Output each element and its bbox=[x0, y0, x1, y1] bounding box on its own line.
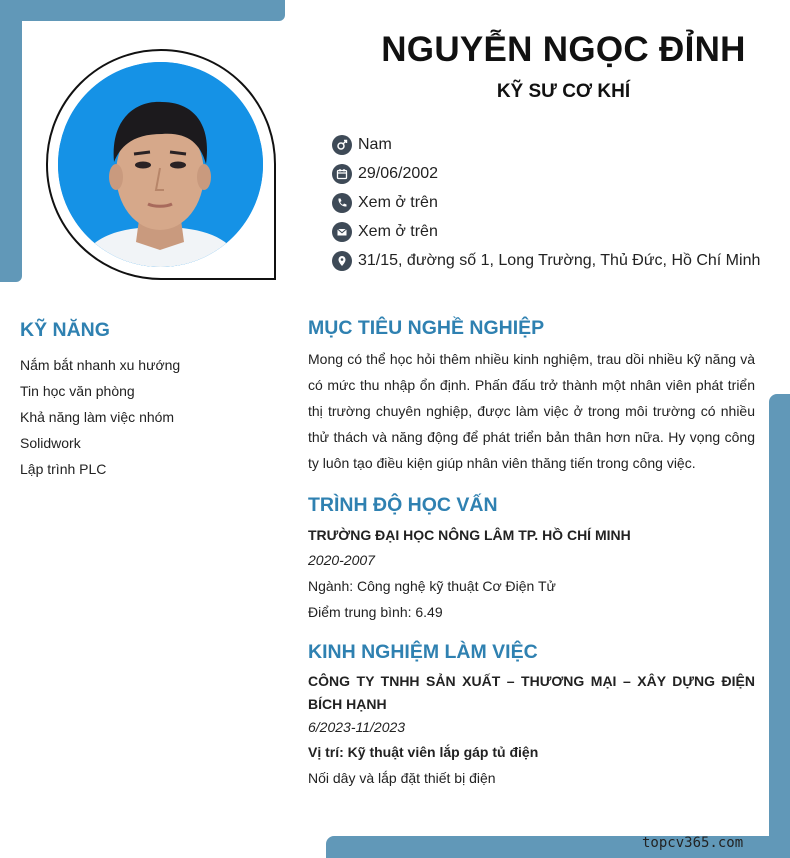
experience-position: Vị trí: Kỹ thuật viên lắp gáp tủ điện bbox=[308, 744, 539, 760]
education-heading: TRÌNH ĐỘ HỌC VẤN bbox=[308, 494, 498, 516]
info-email-text: Xem ở trên bbox=[358, 222, 438, 240]
info-address-text: 31/15, đường số 1, Long Trường, Thủ Đức, Hồ Chí Minh bbox=[358, 251, 761, 269]
skill-item: Khả năng làm việc nhóm bbox=[20, 409, 175, 425]
candidate-name: NGUYỄN NGỌC ĐỈNH bbox=[381, 30, 746, 69]
info-address bbox=[332, 246, 760, 275]
profile-photo bbox=[58, 62, 263, 267]
contact-info-list bbox=[332, 130, 760, 275]
info-phone-text: Xem ở trên bbox=[358, 193, 438, 211]
phone-icon bbox=[332, 193, 352, 213]
info-phone bbox=[332, 188, 760, 217]
info-gender bbox=[332, 130, 760, 159]
calendar-icon bbox=[332, 164, 352, 184]
info-birthdate bbox=[332, 159, 760, 188]
skill-item: Nắm bắt nhanh xu hướng bbox=[20, 357, 181, 373]
info-email bbox=[332, 217, 760, 246]
education-gpa: Điểm trung bình: 6.49 bbox=[308, 604, 443, 620]
education-period: 2020-2007 bbox=[308, 552, 375, 568]
experience-section bbox=[308, 670, 755, 791]
skill-item: Tin học văn phòng bbox=[20, 383, 135, 399]
experience-heading: KINH NGHIỆM LÀM VIỆC bbox=[308, 641, 538, 663]
education-major: Ngành: Công nghệ kỹ thuật Cơ Điện Tử bbox=[308, 578, 556, 594]
profile-photo-frame bbox=[46, 49, 276, 280]
decorative-bar-right bbox=[769, 394, 790, 858]
info-birthdate-text: 29/06/2002 bbox=[358, 164, 439, 182]
school-name: TRƯỜNG ĐẠI HỌC NÔNG LÂM TP. HỒ CHÍ MINH bbox=[308, 527, 631, 543]
candidate-role: KỸ SƯ CƠ KHÍ bbox=[496, 81, 631, 102]
education-section bbox=[308, 523, 755, 625]
objective-text: Mong có thể học hỏi thêm nhiều kinh nghiệm, trau dồi nhiều kỹ năng và có mức thu nhập ổn định. Phấn đấu trở thành một nhân viên phát triển thị trường chuyên nghiệp, được làm việc ở trong môi trường có nhiều thử thách và năng động để phát triển bản thân hơn nữa. Hy vọng công ty luôn tạo điều kiện giúp nhân viên thăng tiến trong công việc. bbox=[308, 351, 755, 471]
experience-description: Nối dây và lắp đặt thiết bị điện bbox=[308, 770, 496, 786]
decorative-bar-left bbox=[0, 0, 22, 282]
skill-item: Solidwork bbox=[20, 435, 81, 451]
location-icon bbox=[332, 251, 352, 271]
skills-list bbox=[20, 352, 180, 482]
company-name: CÔNG TY TNHH SẢN XUẤT – THƯƠNG MẠI – XÂY DỰNG ĐIỆN BÍCH HẠNH bbox=[308, 673, 755, 712]
watermark: topcv365.com bbox=[642, 835, 744, 851]
skills-heading: KỸ NĂNG bbox=[20, 319, 110, 341]
skill-item: Lập trình PLC bbox=[20, 461, 107, 477]
email-icon bbox=[332, 222, 352, 242]
gender-icon bbox=[332, 135, 352, 155]
decorative-bar-top bbox=[0, 0, 285, 21]
experience-period: 6/2023-11/2023 bbox=[308, 719, 406, 735]
info-gender-text: Nam bbox=[358, 135, 392, 153]
objective-heading: MỤC TIÊU NGHỀ NGHIỆP bbox=[308, 317, 545, 339]
